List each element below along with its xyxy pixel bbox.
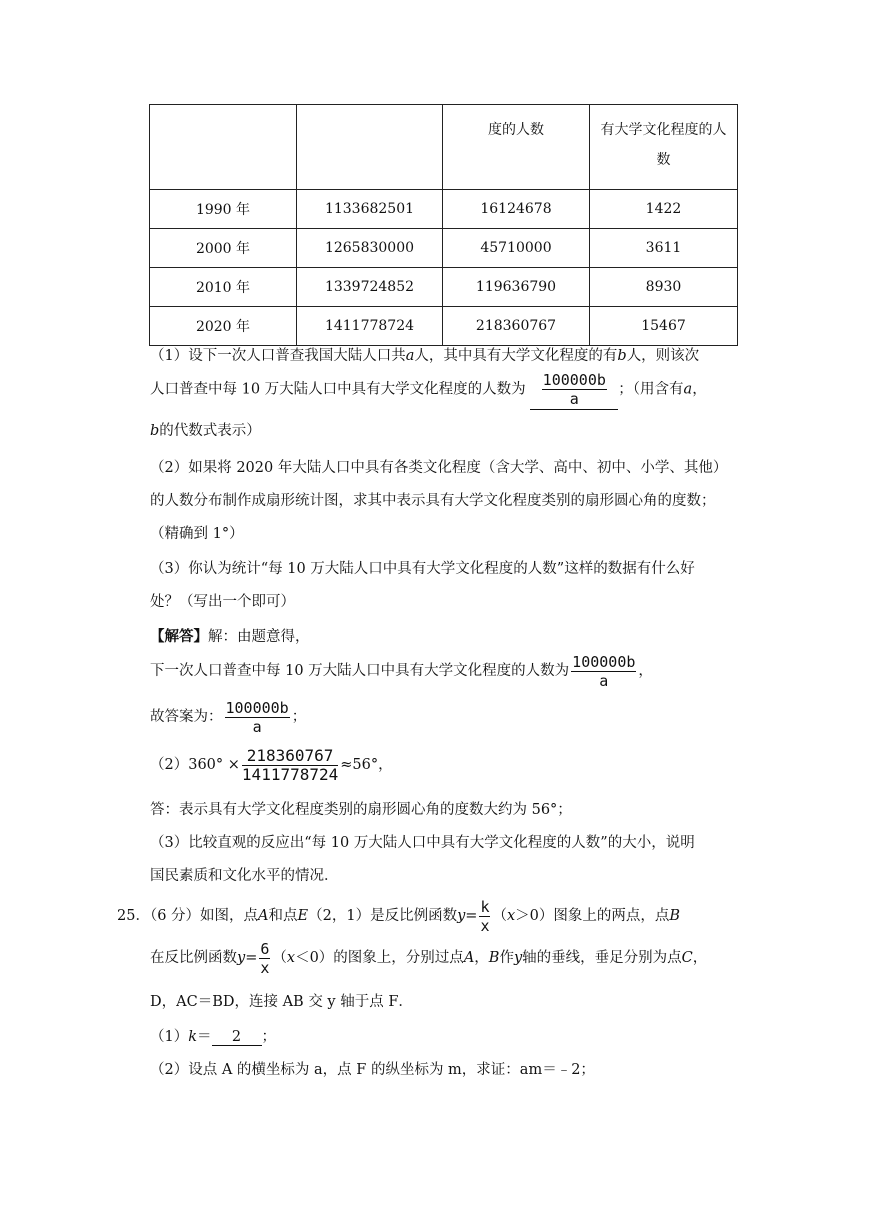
solution-text: 下一次人口普查中每 10 万大陆人口中具有大学文化程度的人数为 xyxy=(150,663,570,679)
fraction-numerator: 6 xyxy=(260,939,270,958)
answer-value: 2 xyxy=(231,1028,242,1045)
solution-fraction xyxy=(225,699,290,736)
fraction-numerator: 100000b xyxy=(225,698,289,717)
var-b: b xyxy=(617,348,627,364)
p25-text: 在反比例函数 xyxy=(150,950,237,966)
solution-line-6: 国民素质和文化水平的情况． xyxy=(150,868,339,884)
table-row xyxy=(150,229,738,268)
fraction-numerator: 100000b xyxy=(572,652,636,671)
k-over-x-fraction xyxy=(479,898,490,935)
q1-text: 人，其中具有大学文化程度的有 xyxy=(414,348,618,364)
fraction-numerator: 100000b xyxy=(542,370,606,389)
table-cell: 8930 xyxy=(590,268,738,307)
table-cell: 15467 xyxy=(590,307,738,346)
solution-fraction xyxy=(571,653,636,690)
table-row xyxy=(150,307,738,346)
table-cell: 3611 xyxy=(590,229,738,268)
table-cell: 2020 年 xyxy=(150,307,297,346)
p25-text: （2，1）是反比例函数 xyxy=(308,908,458,924)
solution-line-1 xyxy=(150,651,653,691)
table-cell: 1339724852 xyxy=(297,268,443,307)
table-header-cell: 度的人数 xyxy=(443,105,590,190)
table-header-cell: 有大学文化程度的人数 xyxy=(590,105,738,190)
p25-text: ； xyxy=(261,1029,277,1045)
p25-text: ， xyxy=(692,950,708,966)
var-k: k xyxy=(188,1029,198,1045)
table-cell: 1422 xyxy=(590,190,738,229)
table-row xyxy=(150,190,738,229)
q1-text: 人，则该次 xyxy=(626,348,700,364)
p25-text: ， xyxy=(474,950,489,966)
q1-text: ， xyxy=(692,381,707,398)
solution-text: ≈56°， xyxy=(340,757,393,773)
p25-text: = xyxy=(465,908,478,924)
answer-blank xyxy=(530,369,618,410)
table-cell: 1990 年 xyxy=(150,190,297,229)
solution-text: ， xyxy=(638,663,653,679)
solution-line-4: 答：表示具有大学文化程度类别的扇形圆心角的度数大约为 56°； xyxy=(150,802,572,818)
table-cell: 119636790 xyxy=(443,268,590,307)
table-cell: 2000 年 xyxy=(150,229,297,268)
var-y: y xyxy=(237,950,246,966)
census-table xyxy=(149,104,738,346)
fraction-denominator: a xyxy=(569,389,579,408)
table-cell: 1265830000 xyxy=(297,229,443,268)
p25-text: ＝ xyxy=(197,1029,212,1045)
p25-text: 作 xyxy=(499,950,514,966)
table-cell: 1133682501 xyxy=(297,190,443,229)
q1-line-1 xyxy=(150,344,699,365)
q1-text: 的代数式表示） xyxy=(159,423,261,439)
p25-line-3: D，AC＝BD，连接 AB 交 y 轴于点 F． xyxy=(150,994,413,1010)
answer-blank xyxy=(212,1029,262,1046)
point-label: C xyxy=(681,950,693,966)
var-x: x xyxy=(506,908,516,924)
p25-text: （ xyxy=(492,908,507,924)
p25-text: （1） xyxy=(150,1029,189,1045)
fraction-numerator: k xyxy=(480,897,490,916)
table-header-row xyxy=(150,105,738,190)
q2-line-3: （精确到 1°） xyxy=(150,526,244,542)
q1-text: ；（用含有 xyxy=(618,381,684,398)
six-over-x-fraction xyxy=(259,940,270,977)
q1-text: （1）设下一次人口普查我国大陆人口共 xyxy=(150,348,406,364)
p25-line-1 xyxy=(117,896,680,936)
solution-fraction xyxy=(242,747,338,784)
var-a: a xyxy=(405,348,415,364)
q2-line-1: （2）如果将 2020 年大陆人口中具有各类文化程度（含大学、高中、初中、小学、其他） xyxy=(150,460,728,476)
q1-line-3 xyxy=(150,419,261,440)
solution-text: ； xyxy=(291,709,307,725)
p25-sub-1 xyxy=(150,1025,276,1046)
q1-line-2 xyxy=(150,369,707,410)
solution-line-3 xyxy=(150,745,393,785)
fraction-denominator: x xyxy=(260,958,270,977)
solution-text: （2）360° × xyxy=(150,757,240,773)
answer-fraction xyxy=(542,371,607,408)
var-b: b xyxy=(150,423,160,439)
problem-number: 25． xyxy=(117,908,150,924)
var-a: a xyxy=(683,381,693,398)
var-y: y xyxy=(457,908,466,924)
var-y: y xyxy=(513,950,523,966)
table-cell: 218360767 xyxy=(443,307,590,346)
fraction-numerator: 218360767 xyxy=(242,747,338,766)
point-label: B xyxy=(488,950,500,966)
p25-text: ＞0）图象上的两点，点 xyxy=(515,908,670,924)
table-cell: 1411778724 xyxy=(297,307,443,346)
table-header-cell xyxy=(150,105,297,190)
solution-label: 【解答】 xyxy=(150,628,208,645)
fraction-denominator: a xyxy=(599,671,609,690)
q3-line-1: （3）你认为统计“每 10 万大陆人口中具有大学文化程度的人数”这样的数据有什么好 xyxy=(150,561,695,577)
solution-intro xyxy=(150,625,310,646)
table-cell: 45710000 xyxy=(443,229,590,268)
fraction-denominator: x xyxy=(480,916,490,935)
q1-text: 人口普查中每 10 万大陆人口中具有大学文化程度的人数为 xyxy=(150,381,526,398)
p25-text: （ xyxy=(272,950,287,966)
point-label: A xyxy=(463,950,475,966)
table-cell: 2010 年 xyxy=(150,268,297,307)
p25-text: = xyxy=(245,950,258,966)
solution-line-2 xyxy=(150,697,306,737)
table-cell: 16124678 xyxy=(443,190,590,229)
q3-line-2: 处？（写出一个即可） xyxy=(150,594,295,610)
solution-text: 解：由题意得， xyxy=(208,629,310,645)
p25-text: 轴的垂线，垂足分别为点 xyxy=(522,950,682,966)
p25-line-2 xyxy=(150,938,707,978)
table-header-cell xyxy=(297,105,443,190)
solution-line-5: （3）比较直观的反应出“每 10 万大陆人口中具有大学文化程度的人数”的大小，说明 xyxy=(150,835,695,851)
point-label: E xyxy=(297,908,309,924)
solution-text: 故答案为： xyxy=(150,709,223,725)
p25-text: （6 分）如图，点 xyxy=(149,908,259,924)
p25-sub-2: （2）设点 A 的横坐标为 a，点 F 的纵坐标为 m，求证：am＝﹣2； xyxy=(150,1062,595,1078)
var-x: x xyxy=(286,950,296,966)
p25-text: 和点 xyxy=(268,908,298,924)
point-label: A xyxy=(258,908,269,924)
p25-text: ＜0）的图象上，分别过点 xyxy=(295,950,464,966)
point-label: B xyxy=(669,908,681,924)
table-row xyxy=(150,268,738,307)
q2-line-2: 的人数分布制作成扇形统计图，求其中表示具有大学文化程度类别的扇形圆心角的度数； xyxy=(150,493,716,509)
fraction-denominator: a xyxy=(252,717,262,736)
fraction-denominator: 1411778724 xyxy=(241,764,339,784)
